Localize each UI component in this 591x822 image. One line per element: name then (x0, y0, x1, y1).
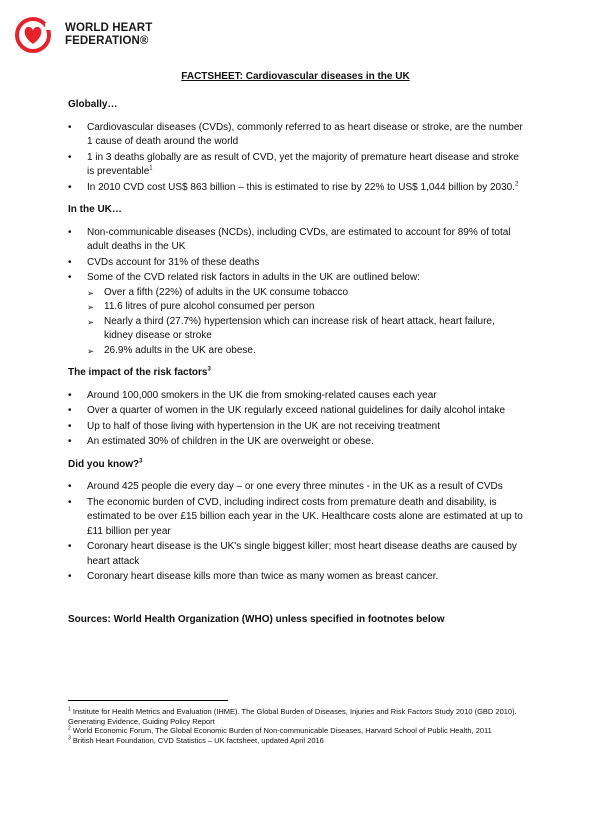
list-item: • Cardiovascular diseases (CVDs), commonly referred to as heart disease or stroke, are the number 1 cause of death around the world (68, 121, 526, 150)
list-item: • The economic burden of CVD, including indirect costs from premature death and disability, is estimated to be over £15 billion each year in the UK. Healthcare costs alone are estimated at up to £11 billion per year (68, 496, 526, 540)
list-item: • Coronary heart disease is the UK's single biggest killer; most heart disease deaths are caused by heart attack (68, 540, 526, 569)
list-item: • An estimated 30% of children in the UK are overweight or obese. (68, 435, 526, 450)
footnote-ref: 3 (207, 366, 211, 373)
sub-list-item: ➢ 26.9% adults in the UK are obese. (87, 344, 526, 359)
sub-bullet-list (87, 286, 526, 359)
section-heading: The impact of the risk factors$^3$ (68, 366, 211, 378)
list-item: • Over a quarter of women in the UK regularly exceed national guidelines for daily alcohol intake (68, 404, 526, 419)
footnotes (68, 707, 528, 745)
bullet-list (68, 121, 526, 196)
logo-wordmark: WORLD HEART FEDERATION® (65, 22, 153, 47)
factsheet-body (68, 92, 526, 627)
list-item: • Non-communicable diseases (NCDs), including CVDs, are estimated to account for 89% of total adult deaths in the UK (68, 226, 526, 255)
bullet-list (68, 480, 526, 585)
bullet-list (68, 389, 526, 450)
section-heading: Globally… (68, 99, 118, 110)
heart-logo-icon (13, 14, 57, 58)
footnote: $^2$ World Economic Forum, The Global Economic Burden of Non-communicable Diseases, Harvard School of Public Health, 2011 (68, 725, 492, 735)
list-item: • 1 in 3 deaths globally are as result of CVD, yet the majority of premature heart disease and stroke is preventable$^1$ (68, 151, 526, 180)
sub-list-item: ➢ 11.6 litres of pure alcohol consumed per person (87, 300, 526, 315)
list-item: • Around 425 people die every day – or one every three minutes - in the UK as a result of CVDs (68, 480, 526, 495)
footnote-ref: 1 (149, 165, 153, 172)
footnote-ref: 2 (515, 181, 519, 188)
section-risk-factors (68, 366, 526, 450)
page-title: FACTSHEET: Cardiovascular diseases in the UK (181, 71, 410, 82)
footnote: $^1$ Institute for Health Metrics and Evaluation (IHME). The Global Burden of Diseases, Injuries and Risk Factors Study 2010 (GBD 2010). Generating Evidence, Guiding Policy Report (68, 706, 517, 726)
footnote-ref: 3 (139, 458, 143, 465)
list-item: • In 2010 CVD cost US$ 863 billion – this is estimated to rise by 22% to US$ 1,044 billion by 2030.$^2$ (68, 181, 526, 196)
list-item: • Some of the CVD related risk factors in adults in the UK are outlined below: ➢ Over a fifth (22%) of adults in the UK consume tobacco ➢ 11.6 litres of pure alcohol consumed per person ➢ Nearly a third (27.7%) hypertension which can increase risk of heart attack, heart failure, kidney disease or stroke ➢ 26.9% adults in the UK are obese. (68, 271, 526, 358)
section-heading: Did you know?$^3$ (68, 458, 143, 470)
list-item: • Around 100,000 smokers in the UK die from smoking-related causes each year (68, 389, 526, 404)
list-item: • Coronary heart disease kills more than twice as many women as breast cancer. (68, 570, 526, 585)
bullet-list (68, 226, 526, 359)
list-item: • CVDs account for 31% of these deaths (68, 256, 526, 271)
sub-list-item: ➢ Over a fifth (22%) of adults in the UK consume tobacco (87, 286, 526, 301)
sub-list-item: ➢ Nearly a third (27.7%) hypertension which can increase risk of heart attack, heart failure, kidney disease or stroke (87, 315, 526, 344)
section-heading: In the UK… (68, 204, 122, 215)
footnote-divider (68, 700, 228, 701)
sources-line: Sources: World Health Organization (WHO) unless specified in footnotes below (68, 613, 445, 625)
world-heart-federation-logo (13, 14, 223, 60)
list-item: • Up to half of those living with hypertension in the UK are not receiving treatment (68, 420, 526, 435)
section-did-you-know (68, 458, 526, 585)
footnote: $^3$ British Heart Foundation, CVD Statistics – UK factsheet, updated April 2016 (68, 735, 324, 745)
section-in-the-uk (68, 203, 526, 358)
section-globally (68, 98, 526, 195)
